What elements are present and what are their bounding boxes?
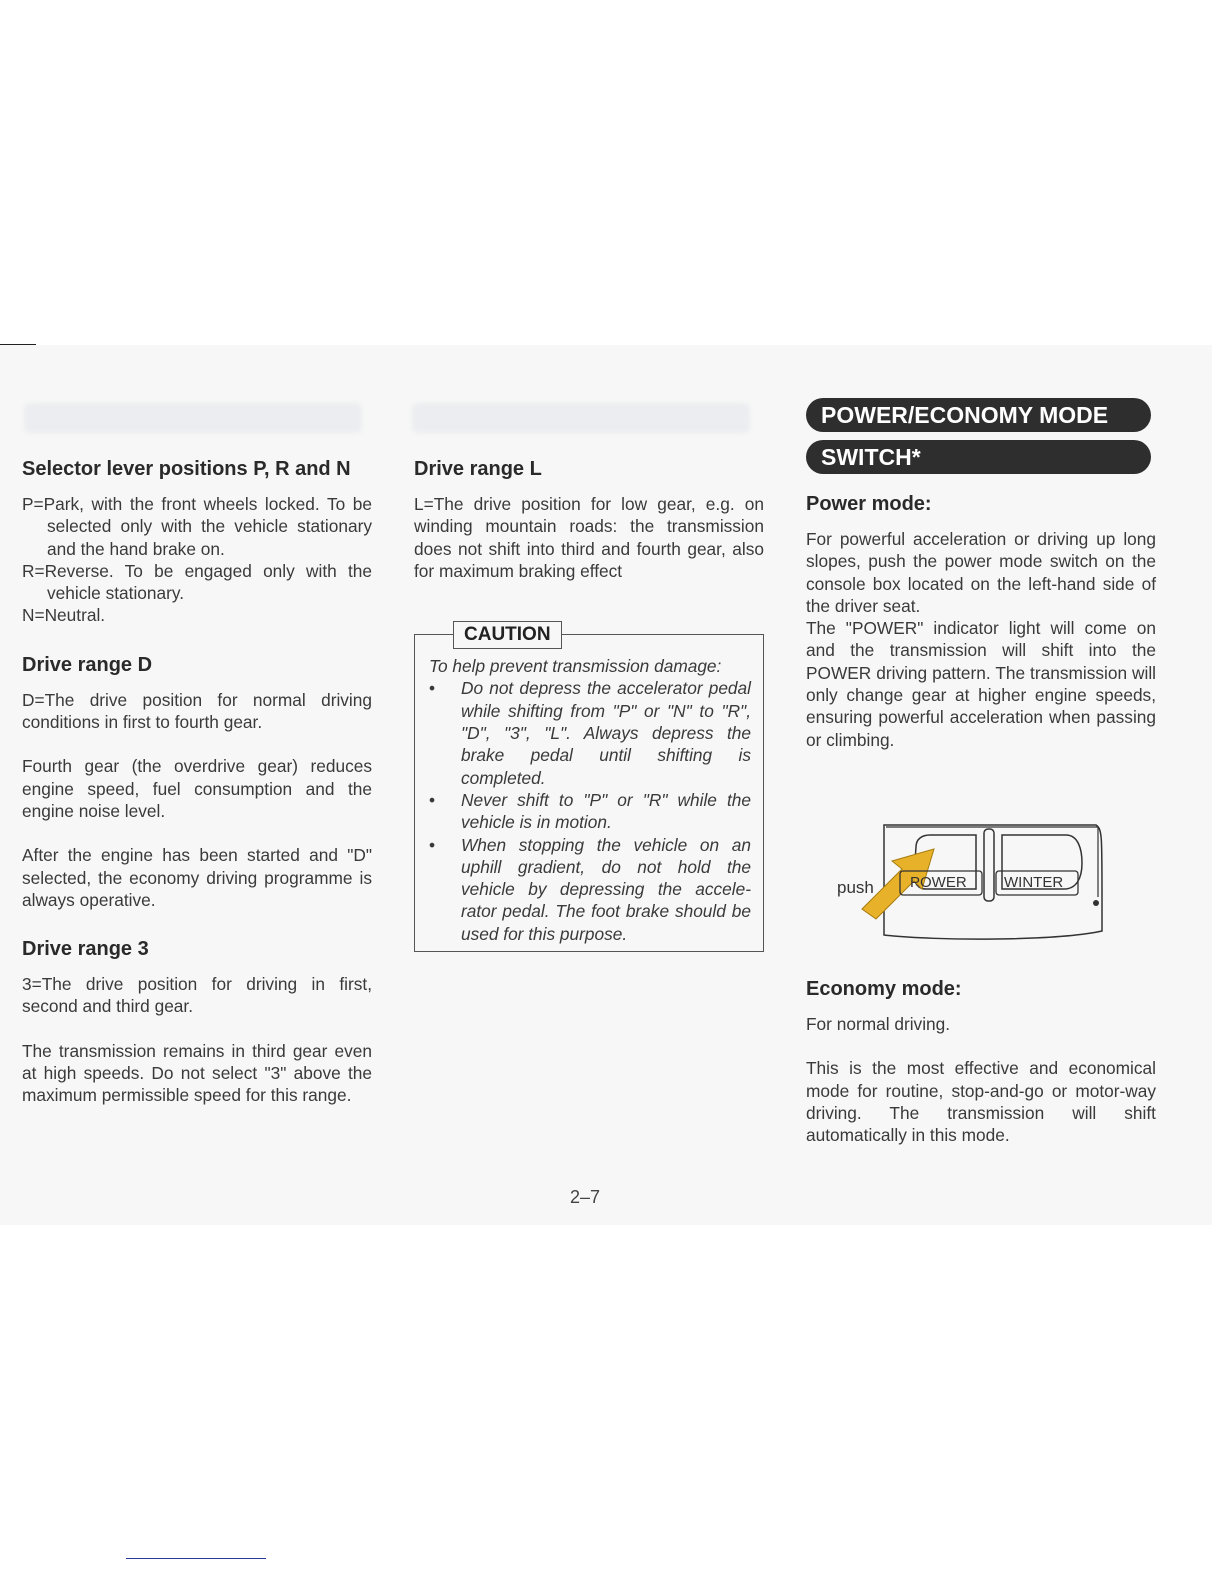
heading-selector-lever: Selector lever positions P, R and N (22, 458, 351, 480)
caution-item: • Do not depress the accelerator pedal while shifting from "P" or "N" to "R", "D", "3", "L". Always depress the brake pedal until shifting is completed. (429, 677, 751, 788)
middle-column (414, 455, 764, 952)
power-button-label: POWER (910, 873, 967, 891)
right-column (806, 398, 1156, 1146)
paragraph-power-indicator: The "POWER" indicator light will come on and the transmission will shift into the POWER driving pattern. The transmission will only change gear at higher engine speeds, ensuring powerful acceleration when passing or climbing. (806, 618, 1156, 750)
caution-box (414, 624, 764, 952)
bleed-through-band (412, 403, 750, 433)
paragraph-drive-3: 3=The drive position for driving in first, second and third gear. (22, 974, 372, 1017)
caution-title: CAUTION (453, 621, 562, 649)
heading-drive-range-3: Drive range 3 (22, 938, 149, 961)
heading-drive-range-l: Drive range L (414, 458, 542, 480)
bleed-through-band (24, 403, 362, 433)
left-column (22, 455, 372, 1107)
section-title-bar: SWITCH* (806, 440, 1151, 474)
paragraph-power-mode: For powerful acceleration or driving up long slopes, push the power mode switch on the console box located on the left-hand side of the driver seat. (806, 529, 1156, 616)
switch-divider (984, 829, 994, 901)
paragraph-economy-programme: After the engine has been started and "D" selected, the economy driving programme is always operative. (22, 845, 372, 910)
console-corner-dot (1093, 900, 1099, 906)
caution-item: • Never shift to "P" or "R" while the vehicle is in motion. (429, 789, 751, 834)
paragraph-fourth-gear: Fourth gear (the overdrive gear) reduces engine speed, fuel consumption and the engine noise level. (22, 756, 372, 821)
heading-drive-range-d: Drive range D (22, 653, 153, 676)
push-label: push (837, 877, 874, 897)
heading-economy-mode: Economy mode: (806, 977, 962, 1000)
heading-power-mode: Power mode: (806, 493, 932, 515)
switch-panel-drawing (806, 785, 1136, 945)
caution-list (429, 677, 751, 945)
paragraph-drive-d: D=The drive position for normal driving conditions in first to fourth gear. (22, 689, 372, 733)
section-title-bar: POWER/ECONOMY MODE (806, 398, 1151, 432)
caution-intro: To help prevent transmission damage: (429, 656, 722, 677)
paragraph-drive-l: L=The drive position for low gear, e.g. on winding mountain roads: the transmission does not shift into third and fourth gear, also for maximum braking effect (414, 494, 764, 581)
paragraph-third-gear-speed: The transmission remains in third gear even at high speeds. Do not select "3" above the maximum permissible speed for this range. (22, 1040, 372, 1106)
definition-park: P=Park, with the front wheels locked. To be selected only with the vehicle stationary and the hand brake on. (22, 494, 372, 559)
paragraph-economy-mode: This is the most effective and economical mode for routine, stop-and-go or motor-way driving. The transmission will shift automatically in this mode. (806, 1058, 1156, 1146)
paragraph-normal-driving: For normal driving. (806, 1013, 951, 1034)
winter-button-label: WINTER (1004, 873, 1064, 891)
definition-reverse: R=Reverse. To be engaged only with the vehicle stationary. (22, 560, 372, 604)
power-switch-illustration (806, 785, 1136, 945)
definition-neutral: N=Neutral. (22, 605, 106, 626)
footnote-rule (126, 1558, 266, 1559)
caution-item: • When stopping the vehicle on an uphill gradient, do not hold the vehicle by depressing the accele-rator pedal. The foot brake should be used for this purpose. (429, 834, 751, 945)
page-number: 2–7 (569, 1187, 601, 1207)
